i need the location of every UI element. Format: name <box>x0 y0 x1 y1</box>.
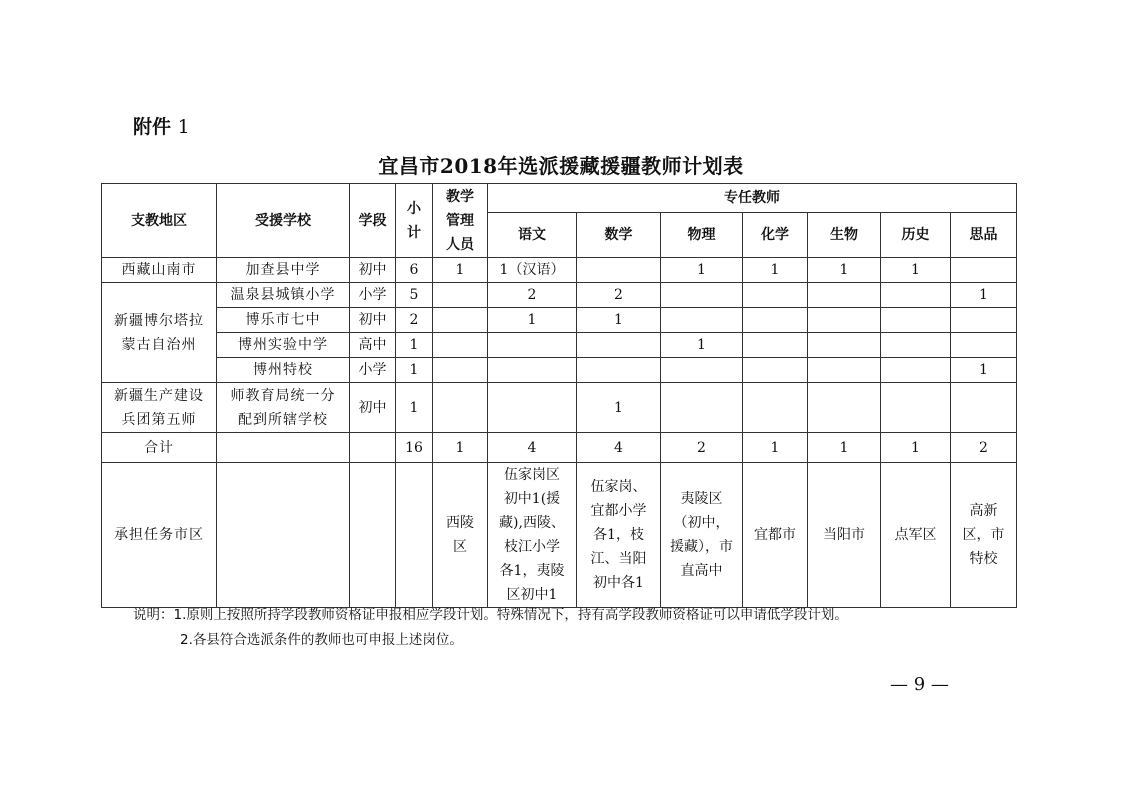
cell-subject: 2 <box>577 283 661 308</box>
total-label: 合计 <box>102 433 217 463</box>
total-subject: 1 <box>743 433 808 463</box>
cell-region: 西藏山南市 <box>102 258 217 283</box>
cell-subject <box>881 358 951 383</box>
cell-admin <box>433 383 488 433</box>
table-row <box>102 358 1017 383</box>
cell-subject <box>488 358 577 383</box>
cell-subject: 1 <box>743 258 808 283</box>
header-subject: 语文 <box>488 213 577 258</box>
header-subject: 化学 <box>743 213 808 258</box>
cell-subject <box>577 258 661 283</box>
note-1: 说明：1.原则上按照所持学段教师资格证申报相应学段计划。特殊情况下，持有高学段教师资格证可以申请低学段计划。 <box>133 607 848 623</box>
cell-subject: 1 <box>951 283 1017 308</box>
district-subject: 宜都市 <box>743 463 808 608</box>
cell-subject <box>808 308 881 333</box>
cell-subject <box>808 333 881 358</box>
cell-subject: 1 <box>577 308 661 333</box>
cell-subject <box>743 333 808 358</box>
teacher-plan-table <box>101 183 1017 608</box>
cell-subject: 2 <box>488 283 577 308</box>
cell-stage: 初中 <box>350 258 396 283</box>
cell-admin: 1 <box>433 258 488 283</box>
cell-subject <box>661 358 743 383</box>
header-subtotal: 小 计 <box>396 184 433 258</box>
cell-subject: 1 <box>661 333 743 358</box>
district-admin: 西陵 区 <box>433 463 488 608</box>
total-row <box>102 433 1017 463</box>
district-subject: 伍家岗、 宜都小学 各1，枝 江、当阳 初中各1 <box>577 463 661 608</box>
cell-subject <box>951 333 1017 358</box>
district-subject: 当阳市 <box>808 463 881 608</box>
total-subject: 1 <box>808 433 881 463</box>
table-row <box>102 308 1017 333</box>
cell-subject <box>743 383 808 433</box>
cell-subject: 1 <box>488 308 577 333</box>
cell-subject <box>661 308 743 333</box>
header-subject: 生物 <box>808 213 881 258</box>
cell-subject <box>808 283 881 308</box>
notes <box>133 603 848 653</box>
cell-school: 博州实验中学 <box>217 333 350 358</box>
districts-empty <box>350 463 396 608</box>
cell-region: 新疆生产建设 兵团第五师 <box>102 383 217 433</box>
cell-subject <box>488 333 577 358</box>
cell-school: 博州特校 <box>217 358 350 383</box>
cell-subject <box>577 358 661 383</box>
cell-subject <box>951 258 1017 283</box>
header-subject: 数学 <box>577 213 661 258</box>
total-stage <box>350 433 396 463</box>
table-row <box>102 333 1017 358</box>
cell-region: 新疆博尔塔拉 蒙古自治州 <box>102 283 217 383</box>
district-subject: 高新 区，市 特校 <box>951 463 1017 608</box>
table-row <box>102 283 1017 308</box>
cell-subject <box>951 383 1017 433</box>
cell-subtotal: 2 <box>396 308 433 333</box>
cell-subject <box>808 358 881 383</box>
header-subject: 历史 <box>881 213 951 258</box>
cell-school: 温泉县城镇小学 <box>217 283 350 308</box>
cell-subtotal: 1 <box>396 358 433 383</box>
cell-admin <box>433 358 488 383</box>
attachment-number: 1 <box>177 116 190 138</box>
cell-school: 加查县中学 <box>217 258 350 283</box>
header-region: 支教地区 <box>102 184 217 258</box>
total-subject: 2 <box>661 433 743 463</box>
table-row <box>102 383 1017 433</box>
districts-empty <box>217 463 350 608</box>
attachment-label <box>133 112 190 139</box>
cell-subject: 1 <box>808 258 881 283</box>
cell-subject <box>661 383 743 433</box>
cell-subject <box>661 283 743 308</box>
cell-stage: 小学 <box>350 358 396 383</box>
cell-school: 博乐市七中 <box>217 308 350 333</box>
cell-subject: 1 <box>881 258 951 283</box>
total-subtotal: 16 <box>396 433 433 463</box>
cell-admin <box>433 308 488 333</box>
header-stage: 学段 <box>350 184 396 258</box>
cell-school: 师教育局统一分 配到所辖学校 <box>217 383 350 433</box>
cell-subject: 1 <box>951 358 1017 383</box>
districts-empty <box>396 463 433 608</box>
total-subject: 4 <box>577 433 661 463</box>
cell-subject <box>743 283 808 308</box>
cell-subject: 1 <box>577 383 661 433</box>
cell-subject <box>743 308 808 333</box>
cell-subject <box>808 383 881 433</box>
cell-subject <box>881 333 951 358</box>
cell-stage: 高中 <box>350 333 396 358</box>
cell-subtotal: 1 <box>396 333 433 358</box>
districts-label: 承担任务市区 <box>102 463 217 608</box>
cell-subtotal: 5 <box>396 283 433 308</box>
total-subject: 2 <box>951 433 1017 463</box>
cell-subject <box>488 383 577 433</box>
district-subject: 伍家岗区 初中1(援 藏),西陵、 枝江小学 各1，夷陵 区初中1 <box>488 463 577 608</box>
cell-subject <box>881 283 951 308</box>
page-title: 宜昌市2018年选派援藏援疆教师计划表 <box>378 154 744 178</box>
header-subject: 思品 <box>951 213 1017 258</box>
cell-subject <box>951 308 1017 333</box>
cell-subtotal: 1 <box>396 383 433 433</box>
header-school: 受援学校 <box>217 184 350 258</box>
header-specialist: 专任教师 <box>488 184 1017 213</box>
cell-stage: 初中 <box>350 308 396 333</box>
cell-subtotal: 6 <box>396 258 433 283</box>
note-2: 2.各县符合选派条件的教师也可申报上述岗位。 <box>180 632 463 648</box>
cell-stage: 小学 <box>350 283 396 308</box>
cell-subject <box>743 358 808 383</box>
district-subject: 夷陵区 （初中， 援藏），市 直高中 <box>661 463 743 608</box>
table-row <box>102 258 1017 283</box>
cell-subject <box>577 333 661 358</box>
total-subject: 4 <box>488 433 577 463</box>
cell-admin <box>433 333 488 358</box>
attachment-label-text: 附件 <box>133 116 172 138</box>
total-admin: 1 <box>433 433 488 463</box>
total-school <box>217 433 350 463</box>
districts-row <box>102 463 1017 608</box>
cell-subject <box>881 383 951 433</box>
cell-stage: 初中 <box>350 383 396 433</box>
district-subject: 点军区 <box>881 463 951 608</box>
cell-subject: 1（汉语） <box>488 258 577 283</box>
header-subject: 物理 <box>661 213 743 258</box>
header-admin: 教学 管理 人员 <box>433 184 488 258</box>
total-subject: 1 <box>881 433 951 463</box>
cell-admin <box>433 283 488 308</box>
cell-subject: 1 <box>661 258 743 283</box>
cell-subject <box>881 308 951 333</box>
page-number: — 9 — <box>890 674 949 695</box>
